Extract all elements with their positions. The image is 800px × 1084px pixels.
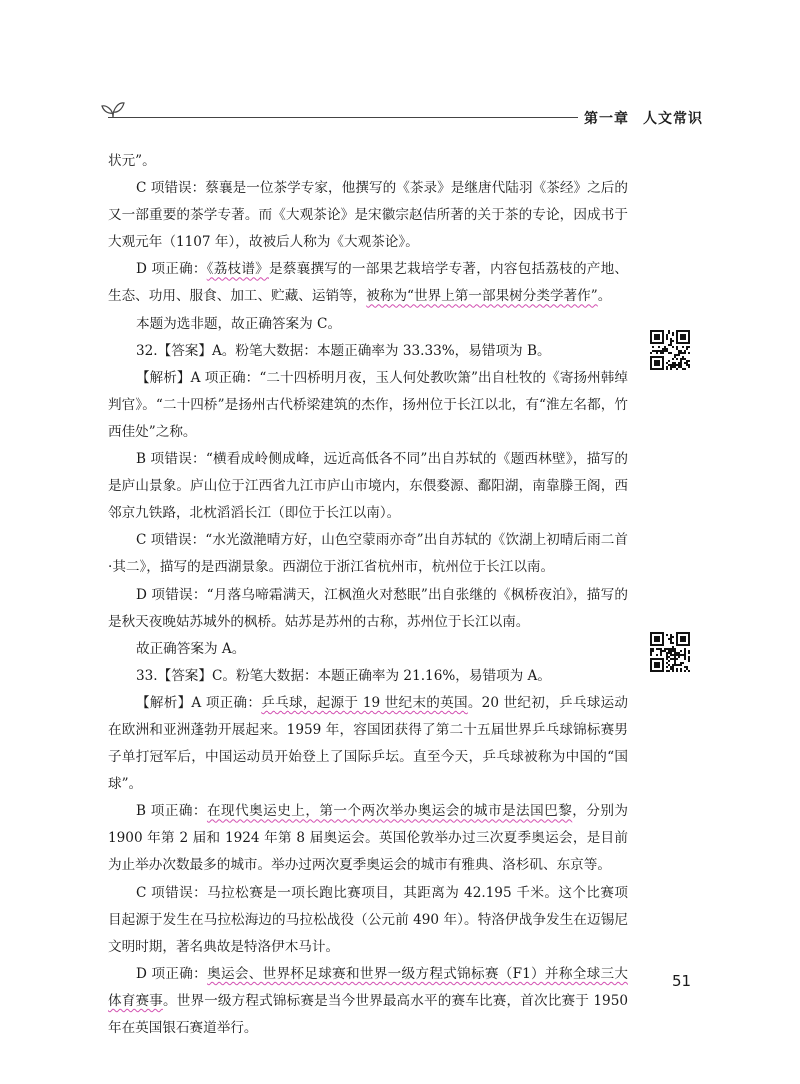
- paragraph-text: 。世界一级方程式锦标赛是当今世界最高水平的赛车比赛，首次比赛于 1950 年在英国银石赛道举行。: [108, 992, 628, 1036]
- paragraph: [108, 690, 628, 798]
- qr-code-icon[interactable]: [650, 330, 690, 370]
- paragraph: D 项错误：“月落乌啼霜满天，江枫渔火对愁眠”出自张继的《枫桥夜泊》，描写的是秋天夜晚姑苏城外的枫桥。姑苏是苏州的古称，苏州位于长江以南。: [108, 586, 628, 630]
- qr-code-icon[interactable]: [650, 632, 690, 672]
- paragraph: 状元”。: [108, 153, 156, 169]
- paragraph-lead: D 项正确：: [136, 965, 208, 982]
- paragraph-lead: B 项正确：: [136, 803, 207, 820]
- chapter-number: 第一章: [584, 111, 629, 127]
- paragraph-text: ，分别为 1900 年第 2 届和 1924 年第 8 届奥运会。英国伦敦举办过三次夏季奥运会，是目前为止举办次数最多的城市。举办过两次夏季奥运会的城市有雅典、洛杉矶、东京等。: [108, 803, 629, 874]
- answer-paragraph: 33.【答案】C。粉笔大数据：本题正确率为 21.16%，易错项为 A。: [136, 667, 551, 684]
- answer-paragraph: 32.【答案】A。粉笔大数据：本题正确率为 33.33%，易错项为 B。: [136, 342, 551, 359]
- paragraph: [108, 256, 628, 310]
- chapter-heading: [584, 108, 703, 128]
- paragraph: 故正确答案为 A。: [136, 640, 246, 657]
- paragraph: 本题为选非题，故正确答案为 C。: [136, 315, 342, 332]
- header-rule: [108, 117, 578, 118]
- chapter-title: 人文常识: [643, 111, 703, 127]
- underlined-text: 奥运会、世界杯足球赛和世界一级方程式锦标赛（F1）并称全球三大体育赛事: [108, 965, 628, 1009]
- paragraph: [108, 961, 628, 1042]
- paragraph: C 项错误：蔡襄是一位茶学专家，他撰写的《茶录》是继唐代陆羽《茶经》之后的又一部重要的茶学专著。而《大观茶论》是宋徽宗赵佶所著的关于茶的专论，因成书于大观元年（1107 年），故被后人称为《大观茶论》。: [108, 180, 628, 251]
- paragraph-lead: 【解析】A 项正确：: [136, 694, 262, 711]
- paragraph: C 项错误：“水光潋滟晴方好，山色空蒙雨亦奇”出自苏轼的《饮湖上初晴后雨二首·其二》，描写的是西湖景象。西湖位于浙江省杭州市，杭州位于长江以南。: [108, 532, 628, 576]
- page-number: 51: [672, 972, 692, 990]
- underlined-text: 被称为“世界上第一部果树分类学著作”: [366, 288, 598, 305]
- paragraph-text: 是蔡襄撰写的一部果艺栽培学专著，内容包括荔枝的产地、生态、功用、服食、加工、贮藏、运销等，: [108, 261, 628, 305]
- paragraph: C 项错误：马拉松赛是一项长跑比赛项目，其距离为 42.195 千米。这个比赛项目起源于发生在马拉松海边的马拉松战役（公元前 490 年）。特洛伊战争发生在迈锡尼文明时期，著名典故是特洛伊木马计。: [108, 884, 628, 955]
- underlined-text: 在现代奥运史上，第一个两次举办奥运会的城市是法国巴黎: [206, 803, 573, 820]
- underlined-text: 乒乓球，起源于 19 世纪末的英国: [261, 694, 468, 711]
- paragraph: 【解析】A 项正确：“二十四桥明月夜，玉人何处教吹箫”出自杜牧的《寄扬州韩绰判官》。“二十四桥”是扬州古代桥梁建筑的杰作，扬州位于长江以北，有“淮左名都，竹西佳处”之称。: [108, 369, 628, 440]
- paragraph-text: 。: [597, 288, 612, 305]
- paragraph: [108, 798, 628, 879]
- paragraph-text: 。20 世纪初，乒乓球运动在欧洲和亚洲蓬勃开展起来。1959 年，容国团获得了第二十五届世界乒乓球锦标赛男子单打冠军后，中国运动员开始登上了国际乒坛。直至今天，乒乓球被称为中国的“国球”。: [108, 694, 628, 793]
- page-content: [108, 148, 628, 1042]
- paragraph-lead: D 项正确：: [136, 261, 207, 278]
- underlined-text: 《荔枝谱》: [206, 261, 269, 278]
- paragraph: B 项错误：“横看成岭侧成峰，远近高低各不同”出自苏轼的《题西林壁》，描写的是庐山景象。庐山位于江西省九江市庐山市境内，东偎婺源、鄱阳湖，南靠滕王阁，西邻京九铁路，北枕滔滔长江（即位于长江以南）。: [108, 451, 628, 522]
